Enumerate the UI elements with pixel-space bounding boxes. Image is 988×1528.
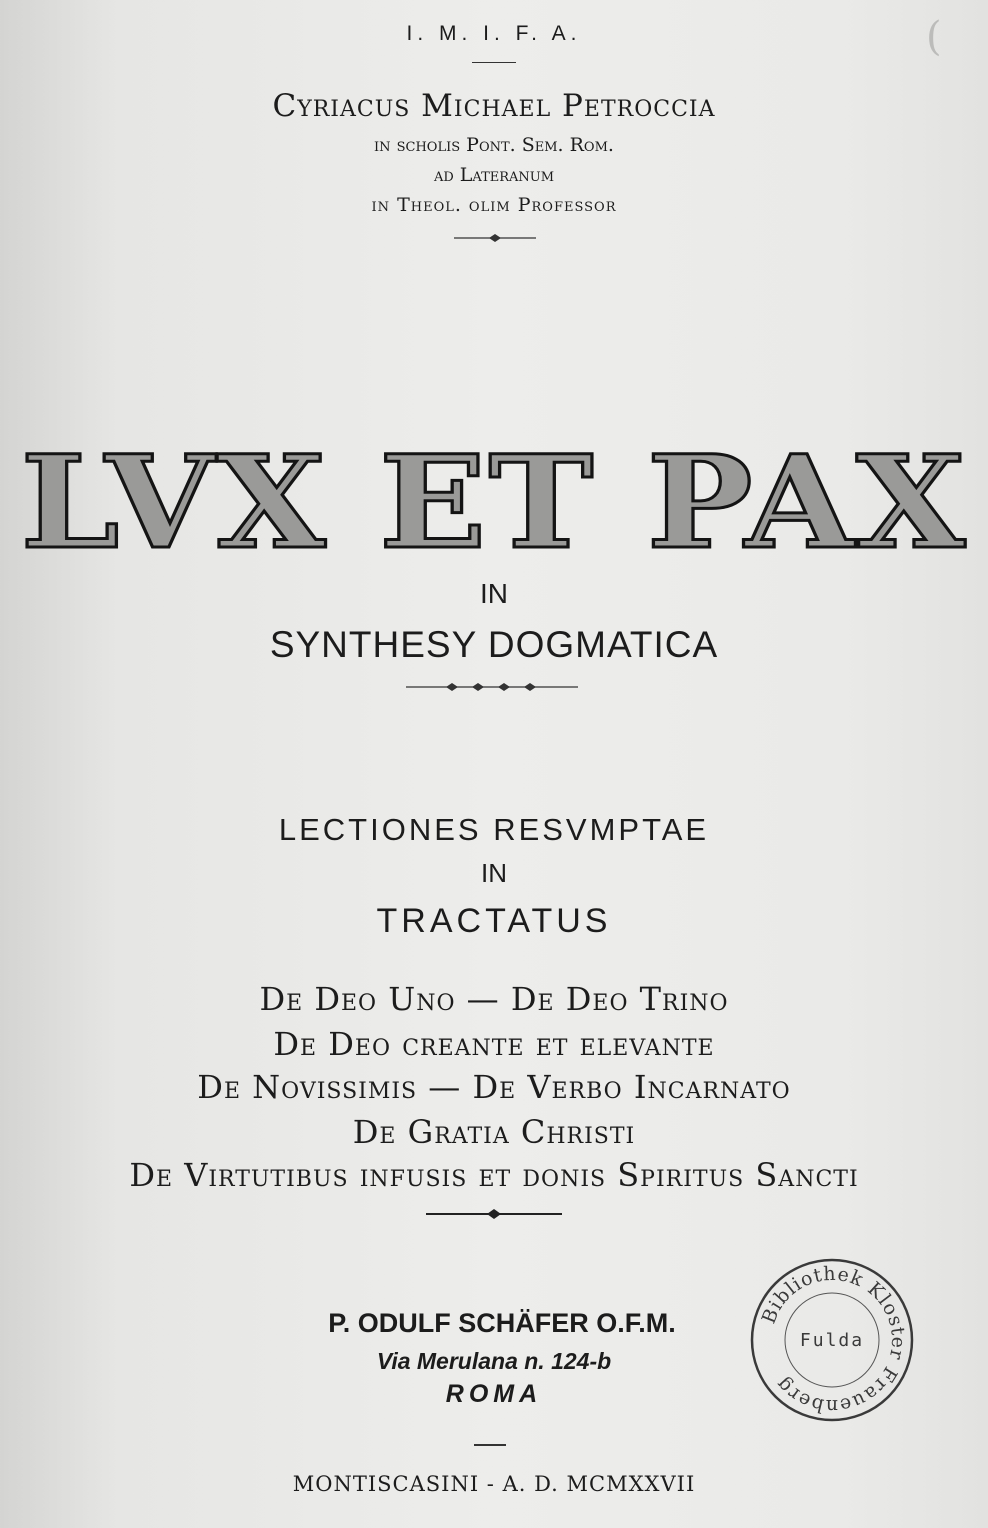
ownership-stamp-city: ROMA [445, 1380, 543, 1408]
library-seal-center-text: Fulda [799, 1330, 865, 1351]
author-name: Cyriacus Michael Petroccia [272, 88, 716, 124]
ownership-stamp-name: P. ODULF SCHÄFER O.F.M. [328, 1308, 676, 1338]
tract-line: De Gratia Christi [352, 1113, 636, 1151]
ornament-divider-1 [450, 232, 540, 244]
library-seal-stamp [748, 1256, 916, 1424]
divider-short-bottom [474, 1444, 506, 1446]
ornament-divider-3 [424, 1208, 564, 1220]
imprint: MONTISCASINI - A. D. MCMXXVII [292, 1472, 696, 1496]
tract-line: De Deo creante et elevante [273, 1025, 715, 1063]
library-seal-ring-text: Bibliothek Kloster Frauenberg [757, 1262, 910, 1418]
author-affiliation-line-3: in Theol. olim Professor [371, 194, 617, 216]
book-title: LVX ET PAX [20, 428, 968, 578]
tract-line: De Novissimis — De Verbo Incarnato [197, 1068, 791, 1106]
book-subtitle: SYNTHESY DOGMATICA [269, 624, 719, 665]
ornament-divider-2 [402, 681, 582, 693]
tract-line: De Virtutibus infusis et donis Spiritus Sancti [129, 1156, 859, 1194]
tract-line: De Deo Uno — De Deo Trino [259, 980, 729, 1018]
lectures-connector: IN [481, 858, 507, 888]
motto: I. M. I. F. A. [406, 22, 582, 45]
author-affiliation-line-2: ad Lateranum [433, 164, 555, 186]
title-connector: IN [480, 578, 508, 609]
ownership-stamp-address: Via Merulana n. 124-b [376, 1348, 612, 1374]
author-affiliation-line-1: in scholis Pont. Sem. Rom. [374, 134, 614, 156]
lectures-heading: LECTIONES RESVMPTAE [278, 812, 710, 847]
divider-short [472, 62, 516, 63]
lectures-subheading: TRACTATUS [376, 902, 612, 940]
corner-pencil-mark: ( [926, 14, 942, 60]
